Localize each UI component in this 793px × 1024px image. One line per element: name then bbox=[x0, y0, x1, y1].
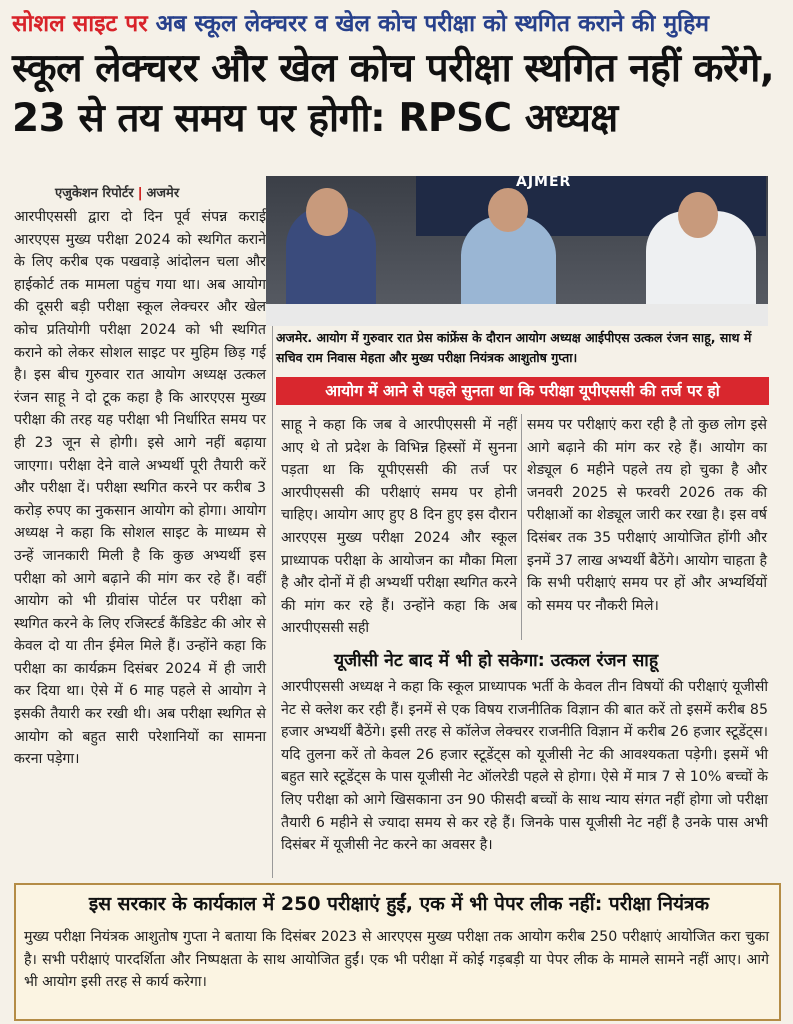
photo-banner-text: AJMER bbox=[516, 176, 572, 190]
middle-column-divider bbox=[521, 414, 522, 640]
kicker-red-text: सोशल साइट पर bbox=[12, 11, 148, 37]
byline-separator: | bbox=[137, 186, 143, 201]
photo-caption: अजमेर. आयोग में गुरुवार रात प्रेस कांफ्रेंस के दौरान आयोग अध्यक्ष आईपीएस उत्कल रंजन साहू, साथ में सचिव राम निवास मेहता और मुख्य परीक्षा नियंत्रक आशुतोष गुप्ता। bbox=[276, 330, 752, 365]
byline-reporter: एजुकेशन रिपोर्टर bbox=[55, 186, 134, 201]
main-headline: स्कूल लेक्चरर और खेल कोच परीक्षा स्थगित नहीं करेंगे, 23 से तय समय पर होगी: RPSC अध्यक्ष bbox=[12, 46, 775, 141]
ugc-net-text: आरपीएससी अध्यक्ष ने कहा कि स्कूल प्राध्यापक भर्ती के केवल तीन विषयों की परीक्षाएं यूजीसी नेट से क्लेश कर रही हैं। इनमें से एक विषय राजनीतिक विज्ञान की बात करें तो इसमें करीब 85 हजार अभ्यर्थी बैठेंगे। इसी तरह से कॉलेज लेक्चरर राजनीति विज्ञान में करीब 26 हजार स्टूडेंट्स। यदि तुलना करें तो केवल 26 हजार स्टूडेंट्स को यूजीसी नेट की आवश्यकता पड़ेगी। इसमें भी बहुत सारे स्टूडेंट्स के पास यूजीसी नेट ऑलरेडी पहले से होगा। ऐसे में मात्र 7 से 10% बच्चों के लिए परीक्षा को आगे खिसकाना उन 90 फीसदी बच्चों के साथ न्याय संगत नहीं होगा जो परीक्षा तैयारी 6 महीने से ज्यादा समय से कर रहे हैं। जिनके पास यूजीसी नेट नहीं है उनके पास अभी दिसंबर में यूजीसी नेट करने का अवसर है। bbox=[281, 679, 768, 854]
photo-head-right bbox=[678, 192, 718, 238]
subhead-ugc-net: यूजीसी नेट बाद में भी हो सकेगा: उत्कल रंजन साहू bbox=[334, 651, 659, 671]
middle-column-a: साहू ने कहा कि जब वे आरपीएससी में नहीं आए थे तो प्रदेश के विभिन्न हिस्सों में सुनना पड़ता था कि यूपीएससी की तर्ज पर आरपीएससी की परीक्षाएं समय पर होनी चाहिए। आयोग आए हुए 8 दिन हुए इस दौरान आरएएस मुख्य परीक्षा 2024 और स्कूल प्राध्यापक परीक्षा के आयोजन का मौका मिला है और दोनों में ही अभ्यर्थी परीक्षा स्थगित करने की मांग कर रहे हैं। उन्होंने कहा कि अब आरपीएससी सही bbox=[281, 417, 517, 637]
byline bbox=[55, 183, 179, 201]
subhead-exam-controller: इस सरकार के कार्यकाल में 250 परीक्षाएं हुईं, एक में भी पेपर लीक नहीं: परीक्षा नियंत्रक bbox=[88, 893, 710, 915]
subhead-upsc-bar: आयोग में आने से पहले सुनता था कि परीक्षा यूपीएससी की तर्ज पर हो bbox=[276, 377, 769, 405]
byline-city: अजमेर bbox=[146, 186, 180, 201]
kicker-blue-text: अब स्कूल लेक्चरर व खेल कोच परीक्षा को स्थगित कराने की मुहिम bbox=[155, 11, 710, 37]
photo-head-center bbox=[488, 188, 528, 232]
middle-column-b: समय पर परीक्षाएं करा रही है तो कुछ लोग इसे आगे बढ़ाने की मांग कर रहे हैं। आयोग का शेड्यूल 6 महीने पहले तय हो चुका है और जनवरी 2025 से फरवरी 2026 तक की परीक्षाओं का शेड्यूल जारी कर रखा है। इस वर्ष दिसंबर तक 35 परीक्षाएं आयोजित होंगी और इनमें 37 लाख अभ्यर्थी बैठेंगे। आयोग चाहता है कि सभी परीक्षाएं समय पर हों और अभ्यर्थियों को समय पर नौकरी मिले। bbox=[527, 417, 767, 614]
photo-desk bbox=[266, 304, 768, 326]
kicker-line bbox=[12, 6, 782, 42]
photo-head-left bbox=[306, 188, 348, 236]
bottom-box-text: मुख्य परीक्षा नियंत्रक आशुतोष गुप्ता ने बताया कि दिसंबर 2023 से आरएएस मुख्य परीक्षा तक आयोग करीब 250 परीक्षाएं आयोजित करा चुका है। सभी परीक्षाएं पारदर्शिता और निष्पक्षता के साथ आयोजित हुईं। एक भी परीक्षा में कोई गड़बड़ी या पेपर लीक के मामले सामने नहीं आए। आगे भी आयोग इसी तरह से कार्य करेगा। bbox=[24, 929, 769, 991]
press-conference-photo bbox=[266, 176, 768, 326]
left-column-text: आरपीएससी द्वारा दो दिन पूर्व संपन्न कराई आरएएस मुख्य परीक्षा 2024 को स्थगित कराने के लिए करीब एक पखवाड़े आंदोलन चला और हाईकोर्ट तक मामला पहुंच गया था। अब आयोग की दूसरी बड़ी परीक्षा स्कूल लेक्चरर और खेल कोच प्रतियोगी परीक्षा 2024 को भी स्थगित कराने को लेकर सोशल साइट पर मुहिम छिड़ गई है। इस बीच गुरुवार रात आयोग अध्यक्ष उत्कल रंजन साहू ने दो टूक कहा है कि आरएएस मुख्य परीक्षा की तरह यह परीक्षा भी निर्धारित समय पर ही 23 जून से होगी। इसे आगे नहीं बढ़ाया जाएगा। परीक्षा देने वाले अभ्यर्थी पूरी तैयारी करें और परीक्षा दें। परीक्षा स्थगित करने पर करीब 3 करोड़ रुपए का नुकसान आयोग को होगा। आयोग अध्यक्ष ने कहा कि सोशल साइट के माध्यम से उन्हें जानकारी मिली है कि कुछ अभ्यर्थी इस परीक्षा को आगे बढ़ाने की मांग कर रहे हैं। वहीं आयोग को भी ग्रीवांस पोर्टल पर परीक्षा को स्थगित करने के लिए रजिस्टर्ड कैंडिडेट की ओर से केवल दो या तीन ईमेल मिले हैं। उन्होंने कहा कि परीक्षा का कार्यक्रम दिसंबर 2024 में ही जारी कर दिया था। ऐसे में 6 माह पहले से आयोग ने इसकी तैयारी कर रखी थी। अब परीक्षा स्थगित से आयोग को बहुत सारी परेशानियों का सामना करना पड़ेगा। bbox=[14, 209, 266, 768]
